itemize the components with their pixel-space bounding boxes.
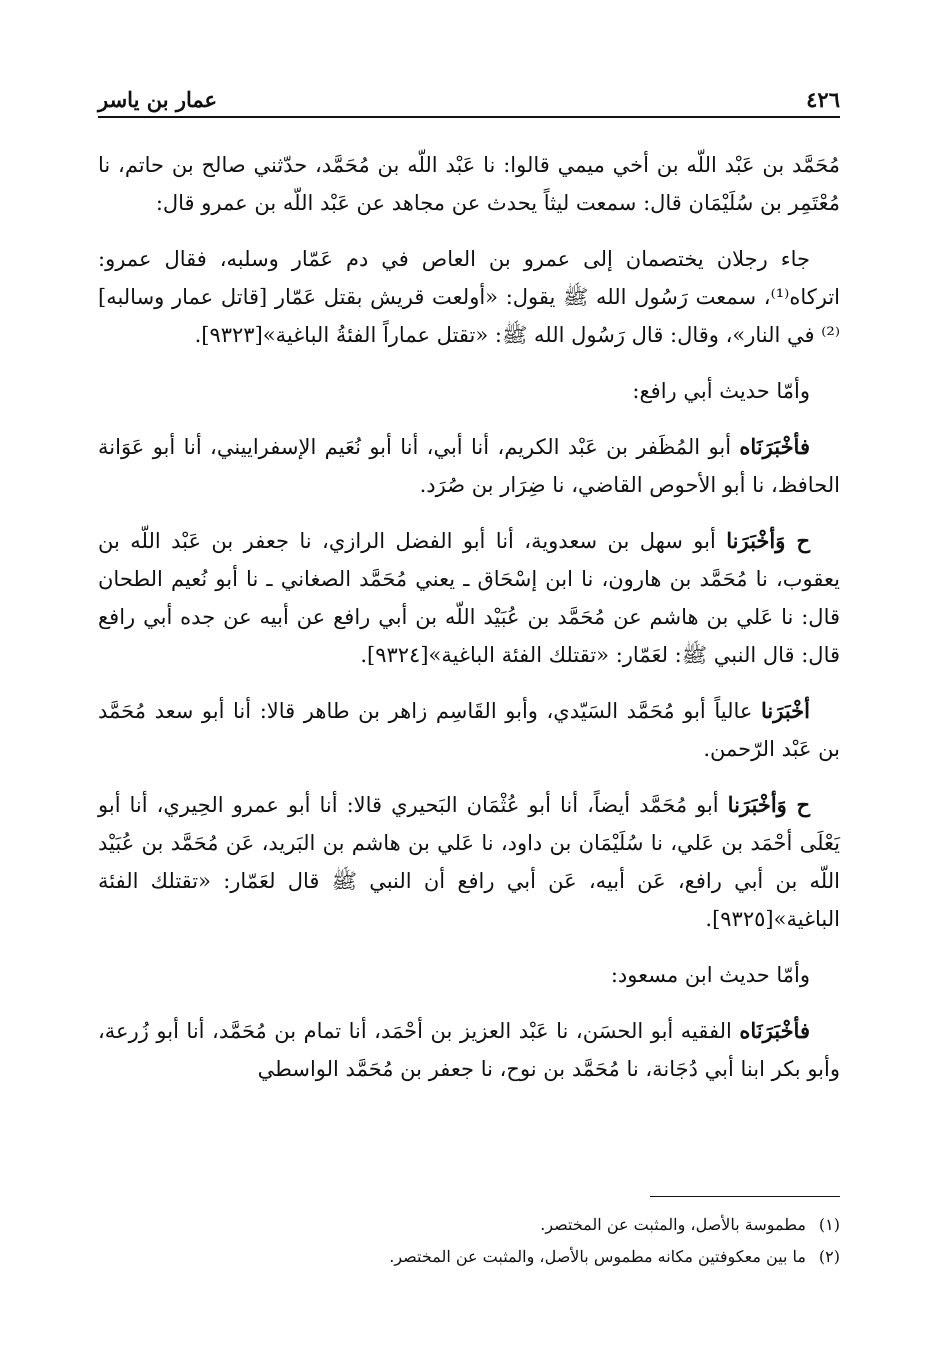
footnote-divider [650, 1196, 840, 1197]
paragraph: فأخْبَرَنَاه الفقيه أبو الحسَن، نا عَبْد العزيز بن أحْمَد، أنا تمام بن مُحَمَّد، أنا أبو زُرعة، وأبو بكر ابنا أبي دُجَانة، نا مُحَمَّد بن نوح، نا جعفر بن مُحَمَّد الواسطي [98, 1018, 840, 1081]
paragraph: ح وَأخْبَرَنا أبو سهل بن سعدوية، أنا أبو الفضل الرازي، نا جعفر بن عَبْد اللّه بن يعقوب، نا مُحَمَّد بن هارون، نا ابن إسْحَاق ـ يعني مُحَمَّد الصغاني ـ نا أبو نُعيم الطحان قال: نا عَلي بن هاشم عن مُحَمَّد بن عُبَيْد اللّه بن أبي رافع عن أبيه عن جده أبي رافع قال: قال النبي ﷺ: لعَمّار: «تقتلك الفئة الباغية»[٩٣٢٤]. [98, 528, 840, 667]
paragraph: جاء رجلان يختصمان إلى عمرو بن العاص في دم عَمّار وسلبه، فقال عمرو: اتركاه⁽¹⁾، سمعت رَسُول الله ﷺ يقول: «أولعت قريش بقتل عَمّار [قاتل عمار وسالبه]⁽²⁾ في النار»، وقال: قال رَسُول الله ﷺ: «تقتل عماراً الفئةُ الباغية»[٩٣٢٣]. [98, 247, 840, 347]
paragraph: ح وَأخْبَرَنا أبو مُحَمَّد أيضاً، أنا أبو عُثْمَان البَحيري قالا: أنا أبو عمرو الحِيري، أنا أبو يَعْلَى أحْمَد بن عَلي، نا سُلَيْمَان بن داود، نا عَلي بن هاشم بن البَريد، عَن مُحَمَّد بن عُبَيْد اللّه بن أبي رافع، عَن أبيه، عَن أبي رافع أن النبي ﷺ قال لعَمّار: «تقتلك الفئة الباغية»[٩٣٢٥]. [98, 792, 840, 931]
page-header [98, 84, 840, 118]
running-title: عمار بن ياسر [98, 87, 218, 112]
paragraph: مُحَمَّد بن عَبْد اللّه بن أخي ميمي قالوا: نا عَبْد اللّه بن مُحَمَّد، حدّثني صالح بن حاتم، نا مُعْتَمِر بن سُلَيْمَان قال: سمعت ليثاً يحدث عن مجاهد عن عَبْد اللّه بن عمرو قال: [98, 153, 840, 215]
footnote: (١)مطموسة بالأصل، والمثبت عن المختصر. [540, 1215, 840, 1234]
paragraph: أخْبَرَنا عالياً أبو مُحَمَّد السَيّدي، وأبو القَاسِم زاهر بن طاهر قالا: أنا أبو سعد مُحَمَّد بن عَبْد الرّحمن. [98, 698, 840, 761]
section-heading: وأمّا حديث أبي رافع: [632, 379, 810, 403]
footnote: (٢)ما بين معكوفتين مكانه مطموس بالأصل، والمثبت عن المختصر. [389, 1247, 840, 1266]
main-text [98, 146, 840, 1106]
footnotes [98, 1210, 840, 1274]
page-number: ٤٢٦ [806, 87, 840, 112]
section-heading: وأمّا حديث ابن مسعود: [610, 963, 810, 987]
paragraph: فأخْبَرَنَاه أبو المُظَفر بن عَبْد الكريم، أنا أبي، أنا أبو نُعَيم الإسفراييني، أنا أبو عَوَانة الحافظ، نا أبو الأحوص القاضي، نا ضِرَار بن صُرَد. [98, 434, 840, 497]
